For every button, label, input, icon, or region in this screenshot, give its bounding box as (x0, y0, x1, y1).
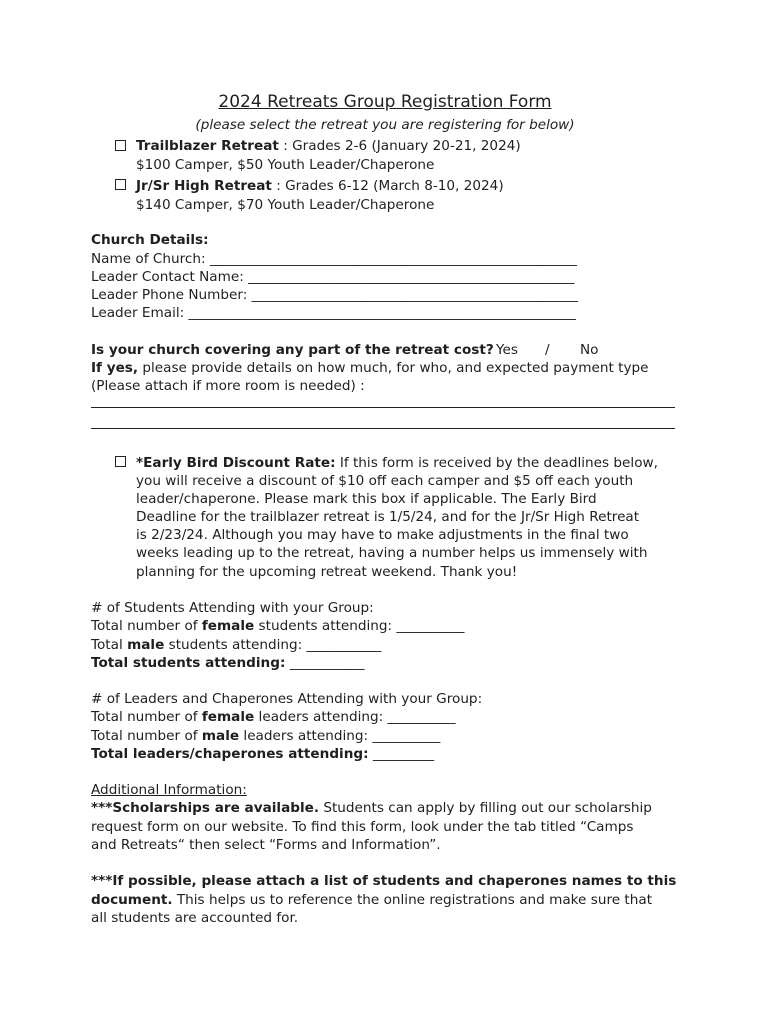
scholarship-line-3: and Retreats“ then select “Forms and Information”. (91, 837, 441, 853)
church-name-field[interactable]: Name of Church: ______________________________________________________ (91, 251, 577, 267)
cost-details-line-2[interactable] (91, 428, 675, 429)
early-bird-line-5: is 2/23/24. Although you may have to make adjustments in the final two (136, 527, 629, 543)
female-students-field[interactable]: Total number of female students attending: __________ (91, 618, 465, 634)
jrsr-checkbox[interactable] (115, 179, 126, 190)
church-heading: Church Details: (91, 232, 209, 248)
if-yes-instructions: If yes, please provide details on how much, for who, and expected payment type (91, 360, 649, 376)
early-bird-line-4: Deadline for the trailblazer retreat is 1/5/24, and for the Jr/Sr High Retreat (136, 509, 640, 525)
page-title: 2024 Retreats Group Registration Form (218, 92, 552, 112)
trailblazer-option (136, 137, 521, 155)
female-leaders-field[interactable]: Total number of female leaders attending: __________ (91, 709, 456, 725)
cost-details-line-1[interactable] (91, 407, 675, 408)
jrsr-option (136, 177, 504, 195)
attach-list-line-1: ***If possible, please attach a list of students and chaperones names to this (91, 873, 677, 889)
attach-list-line-3: all students are accounted for. (91, 910, 299, 926)
trailblazer-pricing: $100 Camper, $50 Youth Leader/Chaperone (136, 157, 435, 173)
early-bird-line-3: leader/chaperone. Please mark this box if applicable. The Early Bird (136, 491, 597, 507)
scholarship-line-1: ***Scholarships are available. Students can apply by filling out our scholarship (91, 800, 652, 816)
trailblazer-details: : Grades 2-6 (January 20-21, 2024) (278, 138, 521, 154)
early-bird-line-2: you will receive a discount of $10 off each camper and $5 off each youth (136, 473, 634, 489)
trailblazer-name: Trailblazer Retreat (136, 138, 279, 154)
yes-option[interactable]: Yes (496, 342, 518, 358)
early-bird-line-7: planning for the upcoming retreat weekend. Thank you! (136, 564, 518, 580)
leaders-heading: # of Leaders and Chaperones Attending with your Group: (91, 691, 483, 707)
male-leaders-field[interactable]: Total number of male leaders attending: __________ (91, 728, 441, 744)
leader-email-field[interactable]: Leader Email: _________________________________________________________ (91, 305, 576, 321)
male-students-field[interactable]: Total male students attending: ___________ (91, 637, 382, 653)
jrsr-pricing: $140 Camper, $70 Youth Leader/Chaperone (136, 197, 435, 213)
cost-question: Is your church covering any part of the retreat cost? (91, 342, 494, 358)
students-heading: # of Students Attending with your Group: (91, 600, 374, 616)
attach-list-line-2: document. This helps us to reference the online registrations and make sure that (91, 892, 653, 908)
jrsr-details: : Grades 6-12 (March 8-10, 2024) (271, 178, 504, 194)
page-subtitle: (please select the retreat you are registering for below) (195, 117, 575, 133)
additional-heading: Additional Information: (91, 782, 247, 798)
jrsr-name: Jr/Sr High Retreat (136, 178, 272, 194)
no-option[interactable]: No (580, 342, 599, 358)
leader-phone-field[interactable]: Leader Phone Number: ________________________________________________ (91, 287, 578, 303)
leader-contact-field[interactable]: Leader Contact Name: ________________________________________________ (91, 269, 575, 285)
trailblazer-checkbox[interactable] (115, 140, 126, 151)
total-leaders-field[interactable]: Total leaders/chaperones attending: _________ (91, 746, 435, 762)
scholarship-line-2: request form on our website. To find this form, look under the tab titled “Camps (91, 819, 634, 835)
early-bird-line-6: weeks leading up to the retreat, having a number helps us immensely with (136, 545, 648, 561)
early-bird-line-1: *Early Bird Discount Rate: If this form is received by the deadlines below, (136, 455, 658, 471)
yes-no-separator: / (545, 342, 550, 358)
total-students-field[interactable]: Total students attending: ___________ (91, 655, 365, 671)
early-bird-checkbox[interactable] (115, 456, 126, 467)
attach-note: (Please attach if more room is needed) : (91, 378, 365, 394)
